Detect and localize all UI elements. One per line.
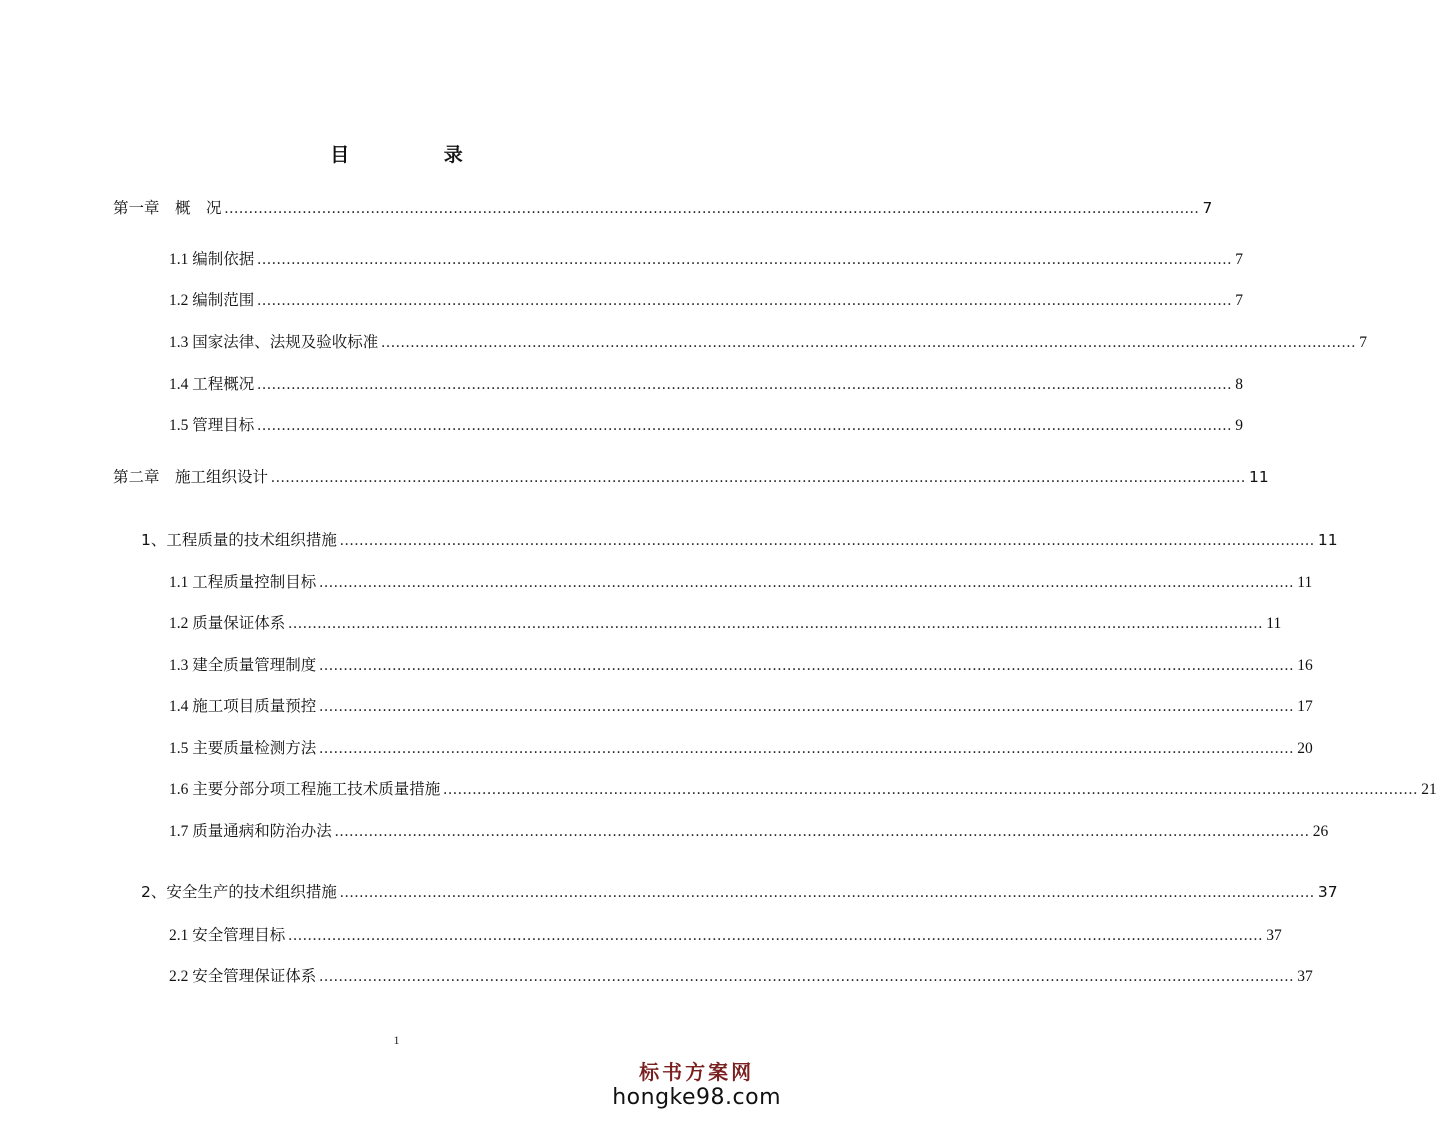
toc-label: 2.1 安全管理目标 <box>169 927 286 944</box>
leader-dots: ........................................................................................................................................................................................................ <box>257 292 1233 309</box>
toc-label: 1.3 建全质量管理制度 <box>169 657 317 674</box>
leader-dots: ........................................................................................................................................................................................................ <box>319 574 1295 591</box>
leader-dots: ........................................................................................................................................................................................................ <box>319 698 1295 715</box>
leader-dots: ........................................................................................................................................................................................................ <box>443 781 1419 798</box>
watermark-url: hongke98.com <box>612 1085 781 1110</box>
toc-page: 37 <box>1297 968 1313 985</box>
toc-chapter-1[interactable] <box>113 196 1213 218</box>
toc-label: 1.2 编制范围 <box>169 292 255 309</box>
leader-dots: ........................................................................................................................................................................................................ <box>339 884 1315 901</box>
toc-page: 37 <box>1266 927 1282 944</box>
leader-dots: ........................................................................................................................................................................................................ <box>334 823 1310 840</box>
toc-item-2-1-5[interactable] <box>169 736 1313 758</box>
leader-dots: ........................................................................................................................................................................................................ <box>271 469 1247 486</box>
toc-page: 26 <box>1312 823 1329 840</box>
leader-dots: ........................................................................................................................................................................................................ <box>288 615 1264 632</box>
toc-label: 1.2 质量保证体系 <box>169 615 286 632</box>
toc-label: 2.2 安全管理保证体系 <box>169 968 317 985</box>
toc-item-1-2[interactable] <box>169 288 1244 310</box>
leader-dots: ........................................................................................................................................................................................................ <box>319 657 1295 674</box>
toc-item-2-1-3[interactable] <box>169 653 1313 675</box>
toc-page: 9 <box>1235 417 1244 434</box>
toc-label: 1、工程质量的技术组织措施 <box>141 531 337 549</box>
toc-item-1-1[interactable] <box>169 247 1244 269</box>
toc-label: 1.5 主要质量检测方法 <box>169 740 317 757</box>
toc-label: 1.5 管理目标 <box>169 417 255 434</box>
toc-item-2-1-1[interactable] <box>169 570 1313 592</box>
watermark-name: 标书方案网 <box>639 1060 755 1084</box>
toc-page: 17 <box>1297 698 1313 715</box>
toc-label: 2、安全生产的技术组织措施 <box>141 883 337 901</box>
toc-label: 1.1 编制依据 <box>169 251 255 268</box>
toc-label: 1.7 质量通病和防治办法 <box>169 823 332 840</box>
leader-dots: ........................................................................................................................................................................................................ <box>224 200 1200 217</box>
toc-item-1-4[interactable] <box>169 372 1244 394</box>
toc-label: 1.6 主要分部分项工程施工技术质量措施 <box>169 781 441 798</box>
toc-label: 第一章 概 况 <box>113 199 222 217</box>
toc-page: 8 <box>1235 376 1244 393</box>
toc-label: 1.4 施工项目质量预控 <box>169 698 317 715</box>
leader-dots: ........................................................................................................................................................................................................ <box>288 927 1264 944</box>
toc-item-2-2-1[interactable] <box>169 923 1282 945</box>
toc-label: 第二章 施工组织设计 <box>113 468 269 486</box>
toc-item-2-2-2[interactable] <box>169 964 1313 986</box>
toc-page: 7 <box>1359 334 1368 351</box>
toc-label: 1.4 工程概况 <box>169 376 255 393</box>
toc-page: 11 <box>1249 468 1269 486</box>
toc-section-1[interactable] <box>141 528 1338 550</box>
toc-item-2-1-6[interactable] <box>169 777 1437 799</box>
toc-title: 目 录 <box>330 144 507 166</box>
toc-item-1-3[interactable] <box>169 330 1368 352</box>
leader-dots: ........................................................................................................................................................................................................ <box>257 417 1233 434</box>
toc-page: 7 <box>1202 199 1213 217</box>
toc-page: 11 <box>1297 574 1313 591</box>
leader-dots: ........................................................................................................................................................................................................ <box>319 740 1295 757</box>
leader-dots: ........................................................................................................................................................................................................ <box>319 968 1295 985</box>
leader-dots: ........................................................................................................................................................................................................ <box>339 532 1315 549</box>
leader-dots: ........................................................................................................................................................................................................ <box>257 376 1233 393</box>
toc-item-2-1-7[interactable] <box>169 819 1329 841</box>
leader-dots: ........................................................................................................................................................................................................ <box>257 251 1233 268</box>
site-watermark <box>612 1056 781 1110</box>
toc-page: 37 <box>1317 883 1338 901</box>
toc-page: 7 <box>1235 292 1244 309</box>
toc-chapter-2[interactable] <box>113 465 1269 487</box>
toc-page: 11 <box>1317 531 1338 549</box>
toc-item-2-1-4[interactable] <box>169 694 1313 716</box>
toc-page: 20 <box>1297 740 1313 757</box>
toc-page: 21 <box>1421 781 1437 798</box>
leader-dots: ........................................................................................................................................................................................................ <box>381 334 1357 351</box>
toc-item-2-1-2[interactable] <box>169 611 1282 633</box>
toc-label: 1.1 工程质量控制目标 <box>169 574 317 591</box>
toc-item-1-5[interactable] <box>169 413 1244 435</box>
toc-section-2[interactable] <box>141 880 1338 902</box>
page-number: 1 <box>393 1033 400 1047</box>
toc-label: 1.3 国家法律、法规及验收标准 <box>169 334 379 351</box>
toc-page: 7 <box>1235 251 1244 268</box>
toc-page: 11 <box>1266 615 1282 632</box>
toc-page: 16 <box>1297 657 1313 674</box>
